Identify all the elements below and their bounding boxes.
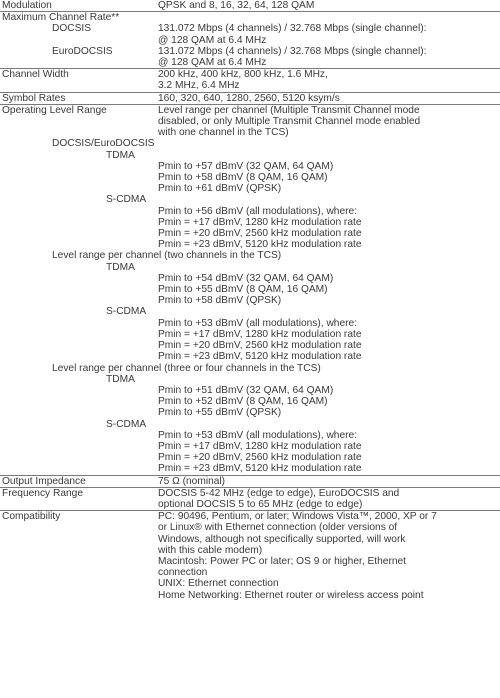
spec-label: Output Impedance bbox=[2, 475, 86, 487]
spec-value: Pmin to +56 dBmV (all modulations), where: Pmin = +17 dBmV, 1280 kHz modulation rate Pmin = +20 dBmV, 2560 kHz modulation rate Pmin = +23 dBmV, 5120 kHz modulation rate bbox=[158, 205, 362, 251]
spec-sublabel: TDMA bbox=[106, 373, 135, 385]
spec-label: Operating Level Range bbox=[2, 104, 107, 116]
spec-sublabel: S-CDMA bbox=[106, 194, 147, 206]
spec-sublabel: EuroDOCSIS bbox=[52, 45, 113, 57]
spec-row-modulation bbox=[0, 0, 500, 12]
spec-value: 131.072 Mbps (4 channels) / 32.768 Mbps (single channel): @ 128 QAM at 6.4 MHz bbox=[158, 45, 427, 69]
spec-row-compatibility bbox=[0, 511, 500, 601]
spec-label: Modulation bbox=[2, 0, 52, 11]
spec-value: DOCSIS 5-42 MHz (edge to edge), EuroDOCSIS and optional DOCSIS 5 to 65 MHz (edge to edge) bbox=[158, 487, 400, 510]
spec-value: Pmin to +53 dBmV (all modulations), where: Pmin = +17 dBmV, 1280 kHz modulation rate Pmin = +20 dBmV, 2560 kHz modulation rate Pmin = +23 dBmV, 5120 kHz modulation rate bbox=[158, 317, 362, 363]
spec-value: Pmin to +54 dBmV (32 QAM, 64 QAM) Pmin to +55 dBmV (8 QAM, 16 QAM) Pmin to +58 dBmV (QPSK) bbox=[158, 272, 334, 307]
spec-value: Pmin to +53 dBmV (all modulations), where: Pmin = +17 dBmV, 1280 kHz modulation rate Pmin = +20 dBmV, 2560 kHz modulation rate Pmin = +23 dBmV, 5120 kHz modulation rate bbox=[158, 429, 362, 475]
spec-row-channel-width bbox=[0, 69, 500, 92]
spec-label: Maximum Channel Rate** bbox=[2, 12, 120, 24]
spec-value: 200 kHz, 400 kHz, 800 kHz, 1.6 MHz, 3.2 MHz, 6.4 MHz bbox=[158, 69, 328, 92]
spec-value: PC: 90496, Pentium, or later; Windows Vista™, 2000, XP or 7 or Linux® with Ethernet connection (older versions of Windows, although not specifically supported, will work with this cable modem) Macintosh: Power PC or later; OS 9 or higher, Ethernet connection UNIX: Ethernet connection Home Networking: Ethernet router or wireless access point bbox=[158, 511, 437, 601]
spec-sublabel: TDMA bbox=[106, 261, 135, 273]
spec-subheader: Level range per channel (two channels in the TCS) bbox=[52, 250, 282, 262]
spec-value: 131.072 Mbps (4 channels) / 32.768 Mbps (single channel): @ 128 QAM at 6.4 MHz bbox=[158, 23, 427, 46]
spec-row-max-channel-rate bbox=[0, 12, 500, 69]
spec-value: Level range per channel (Multiple Transmit Channel mode disabled, or only Multiple Transmit Channel mode enabled with one channel in the TCS) bbox=[158, 104, 421, 139]
spec-sublabel: DOCSIS bbox=[52, 23, 92, 35]
spec-label: Channel Width bbox=[2, 69, 69, 81]
spec-label: Symbol Rates bbox=[2, 92, 66, 104]
spec-row-symbol-rates bbox=[0, 93, 500, 105]
spec-sublabel: TDMA bbox=[106, 149, 135, 161]
spec-row-frequency-range bbox=[0, 488, 500, 511]
spec-value: 160, 320, 640, 1280, 2560, 5120 ksym/s bbox=[158, 92, 340, 104]
spec-value: Pmin to +51 dBmV (32 QAM, 64 QAM) Pmin to +52 dBmV (8 QAM, 16 QAM) Pmin to +55 dBmV (QPSK) bbox=[158, 384, 334, 419]
spec-sublabel: DOCSIS/EuroDOCSIS bbox=[52, 138, 155, 150]
spec-label: Frequency Range bbox=[2, 487, 83, 499]
spec-row-output-impedance bbox=[0, 476, 500, 488]
spec-sublabel: S-CDMA bbox=[106, 418, 147, 430]
spec-label: Compatibility bbox=[2, 511, 61, 523]
spec-value: Pmin to +57 dBmV (32 QAM, 64 QAM) Pmin to +58 dBmV (8 QAM, 16 QAM) Pmin to +61 dBmV (QPSK) bbox=[158, 160, 334, 195]
spec-value: QPSK and 8, 16, 32, 64, 128 QAM bbox=[158, 0, 315, 11]
spec-subheader: Level range per channel (three or four channels in the TCS) bbox=[52, 362, 321, 374]
spec-value: 75 Ω (nominal) bbox=[158, 475, 226, 487]
spec-row-operating-level-range bbox=[0, 105, 500, 476]
spec-sublabel: S-CDMA bbox=[106, 306, 147, 318]
